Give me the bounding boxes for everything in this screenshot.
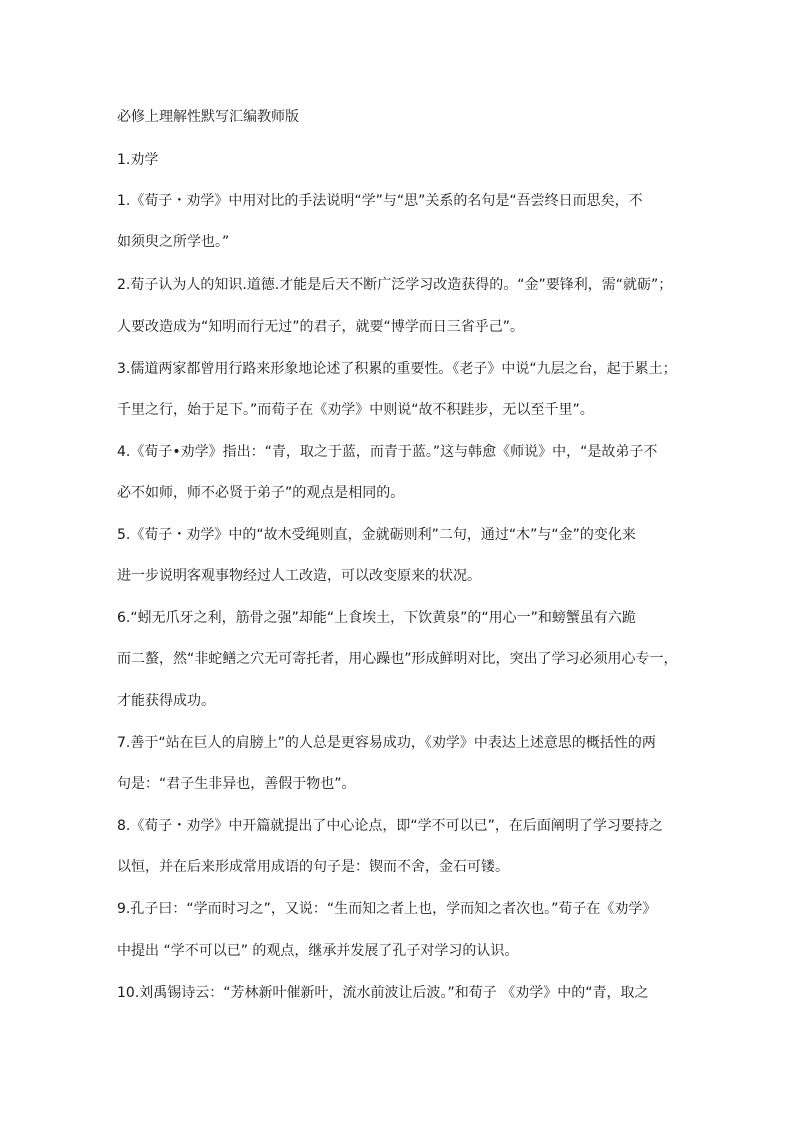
section-heading: 1.劝学 <box>117 152 159 168</box>
text-line: 4.《荀子•劝学》指出：“青，取之于蓝，而青于蓝。”这与韩愈《师说》中，“是故弟子不 <box>117 444 658 460</box>
text-line: 而二螯，然“非蛇鳝之穴无可寄托者，用心躁也”形成鲜明对比，突出了学习必须用心专一， <box>117 651 678 667</box>
text-line: 必不如师，师不必贤于弟子”的观点是相同的。 <box>117 485 405 501</box>
text-line: 10.刘禹锡诗云：“芳林新叶催新叶，流水前波让后波。”和荀子 《劝学》中的“青，取之 <box>117 985 649 1001</box>
text-line: 以恒，并在后来形成常用成语的句子是：锲而不舍，金石可镂。 <box>117 859 509 875</box>
text-line: 5.《荀子・劝学》中的“故木受绳则直，金就砺则利”二句，通过“木”与“金”的变化来 <box>117 527 636 543</box>
text-line: 8.《荀子・劝学》中开篇就提出了中心论点，即“学不可以已”，在后面阐明了学习要持之 <box>117 818 663 834</box>
text-line: 6.“蚓无爪牙之利，筋骨之强”却能“上食埃土，下饮黄泉”的“用心一”和螃蟹虽有六跪 <box>117 610 636 626</box>
text-line: 3.儒道两家都曾用行路来形象地论述了积累的重要性。《老子》中说“九层之台，起于累土； <box>117 361 677 377</box>
text-line: 千里之行，始于足下。”而荀子在《劝学》中则说“故不积跬步，无以至千里”。 <box>117 402 594 418</box>
text-line: 1.《荀子・劝学》中用对比的手法说明“学”与“思”关系的名句是“吾尝终日而思矣，不 <box>117 193 643 209</box>
document-title: 必修上理解性默写汇编教师版 <box>117 109 299 125</box>
text-line: 进一步说明客观事物经过人工改造，可以改变原来的状况。 <box>117 568 481 584</box>
text-line: 句是：“君子生非异也，善假于物也”。 <box>117 776 356 792</box>
text-line: 才能获得成功。 <box>117 693 215 709</box>
text-line: 9.孔子曰：“学而时习之”，又说：“生而知之者上也，学而知之者次也。”荀子在《劝学》 <box>117 901 657 917</box>
text-line: 人要改造成为“知明而行无过”的君子，就要“博学而日三省乎己”。 <box>117 319 525 335</box>
text-line: 2.荀子认为人的知识.道德.才能是后天不断广泛学习改造获得的。“金”要锋利，需“就砺”； <box>117 277 673 293</box>
text-line: 7.善于“站在巨人的肩膀上”的人总是更容易成功，《劝学》中表达上述意思的概括性的两 <box>117 735 656 751</box>
text-line: 中提出 “学不可以已” 的观点，继承并发展了孔子对学习的认识。 <box>117 943 519 959</box>
text-line: 如须臾之所学也。” <box>117 234 230 250</box>
